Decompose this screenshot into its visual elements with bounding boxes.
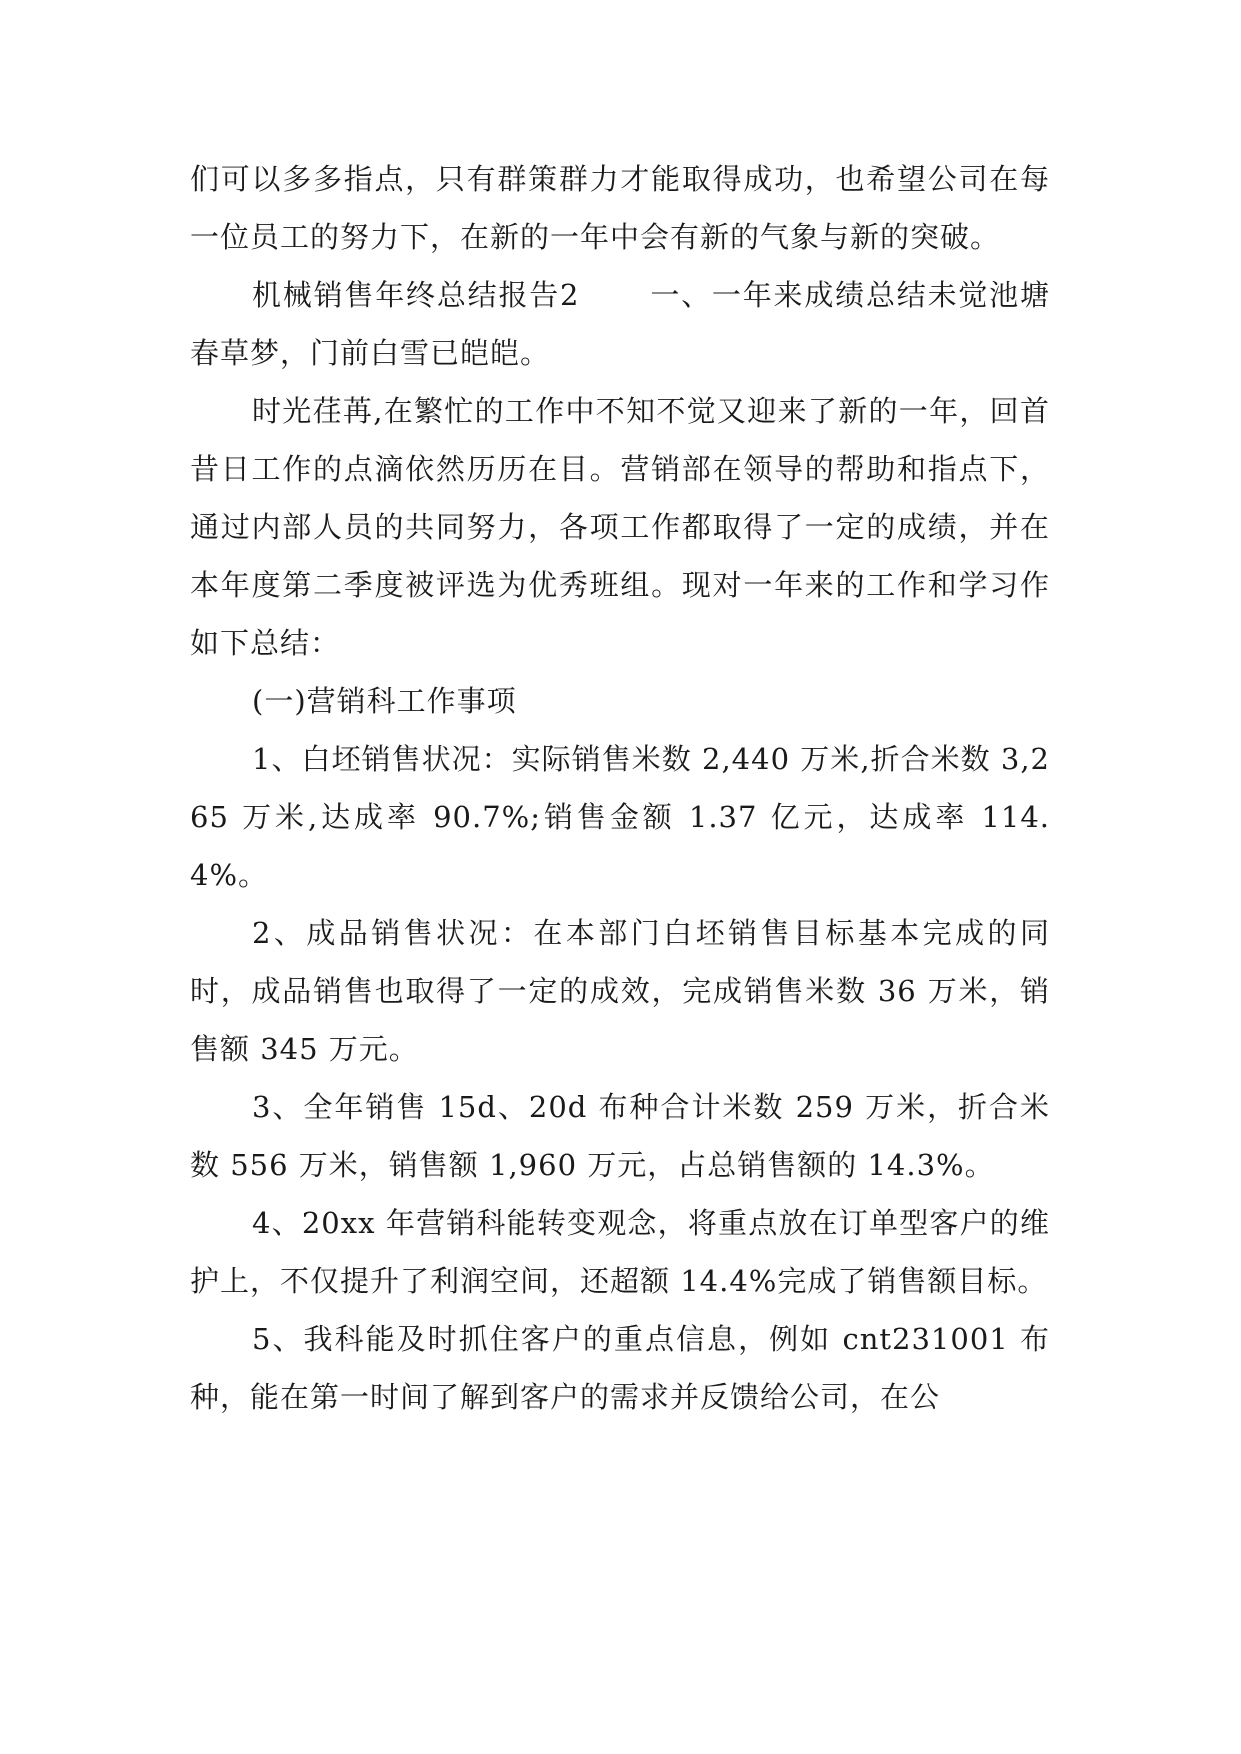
paragraph-item-2: 2、成品销售状况：在本部门白坯销售目标基本完成的同时，成品销售也取得了一定的成效，完成销售米数 36 万米，销售额 345 万元。 [190,916,1050,1066]
paragraph-item-5: 5、我科能及时抓住客户的重点信息，例如 cnt231001 布种，能在第一时间了解到客户的需求并反馈给公司，在公 [190,1322,1050,1414]
paragraph-report-title [190,266,1050,382]
section-heading-text: 一、一年来成绩总结未觉池塘春草梦，门前白雪已皑皑。 [190,278,1050,370]
document-page [190,150,1050,1426]
paragraph-continuation: 们可以多多指点，只有群策群力才能取得成功，也希望公司在每一位员工的努力下，在新的一年中会有新的气象与新的突破。 [190,162,1050,254]
paragraph-item-3: 3、全年销售 15d、20d 布种合计米数 259 万米，折合米数 556 万米，销售额 1,960 万元，占总销售额的 14.3%。 [190,1090,1050,1182]
paragraph-item-4: 4、20xx 年营销科能转变观念，将重点放在订单型客户的维护上，不仅提升了利润空间，还超额 14.4%完成了销售额目标。 [190,1206,1050,1298]
paragraph-intro: 时光荏苒,在繁忙的工作中不知不觉又迎来了新的一年，回首昔日工作的点滴依然历历在目。营销部在领导的帮助和指点下，通过内部人员的共同努力，各项工作都取得了一定的成绩，并在本年度第二季度被评选为优秀班组。现对一年来的工作和学习作如下总结： [190,394,1050,660]
paragraph-item-1: 1、白坯销售状况：实际销售米数 2,440 万米,折合米数 3,265 万米,达成率 90.7%;销售金额 1.37 亿元，达成率 114.4%。 [190,742,1050,892]
report-title: 机械销售年终总结报告2 [252,278,580,312]
subsection-heading: (一)营销科工作事项 [252,684,517,718]
